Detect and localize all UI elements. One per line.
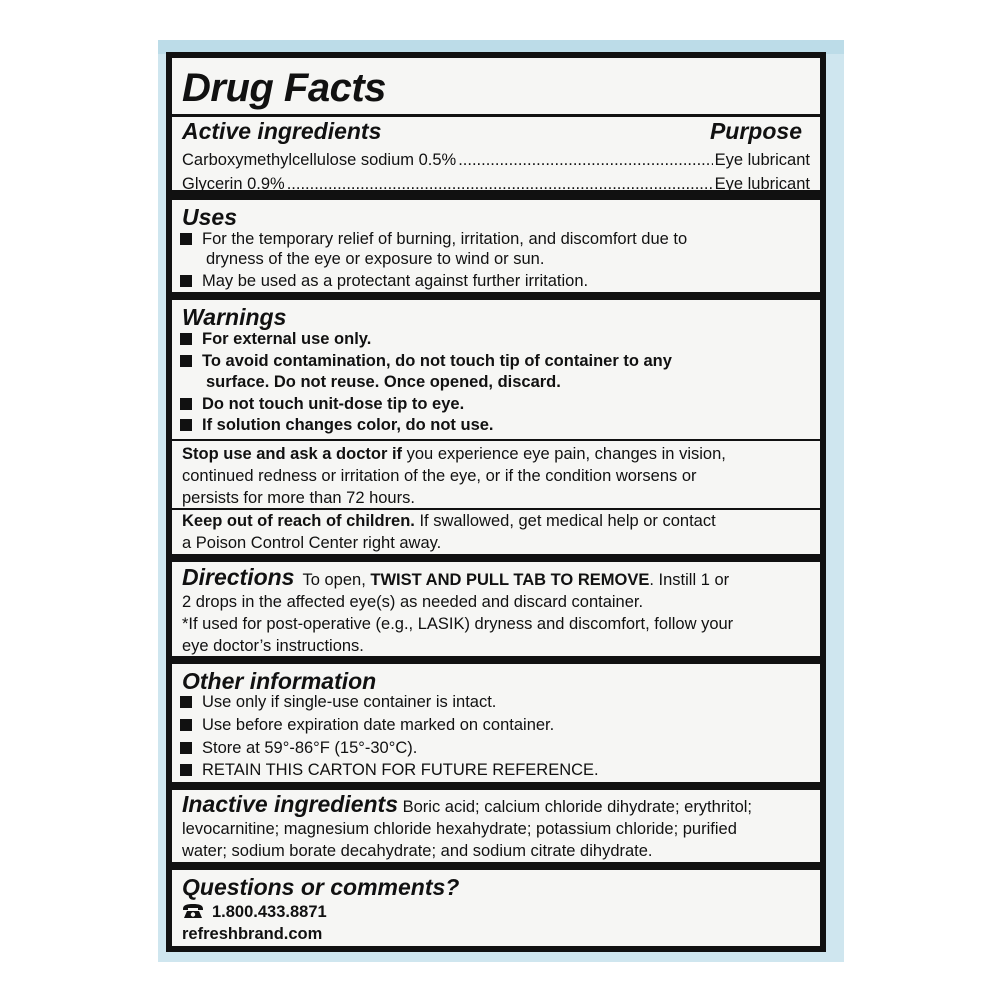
- list-item-text: surface. Do not reuse. Once opened, discard.: [206, 373, 561, 391]
- leader-dots: [458, 149, 712, 171]
- stop-use-text: continued redness or irritation of the eye, or if the condition worsens or: [182, 467, 697, 485]
- list-item-continuation: [182, 371, 812, 393]
- stop-use-text: persists for more than 72 hours.: [182, 489, 415, 507]
- square-bullet-icon: [180, 398, 192, 410]
- other-information-heading: Other information: [182, 668, 377, 694]
- phone-line: [182, 901, 810, 923]
- list-item: [180, 270, 812, 292]
- square-bullet-icon: [180, 355, 192, 367]
- square-bullet-icon: [180, 742, 192, 754]
- list-item-text: To avoid contamination, do not touch tip of container to any: [202, 352, 672, 370]
- leader-dots: [287, 173, 713, 195]
- list-item-text: RETAIN THIS CARTON FOR FUTURE REFERENCE.: [202, 761, 599, 779]
- list-item-text: Do not touch unit-dose tip to eye.: [202, 395, 465, 413]
- list-item-text: dryness of the eye or exposure to wind or sun.: [206, 250, 545, 268]
- list-item: [180, 759, 812, 781]
- other-information-section: [172, 664, 820, 782]
- list-item: [180, 414, 812, 436]
- directions-emphasis: TWIST AND PULL TAB TO REMOVE: [370, 571, 650, 589]
- list-item-text: If solution changes color, do not use.: [202, 416, 494, 434]
- ingredient-row: [182, 149, 810, 171]
- website-line: [182, 923, 810, 945]
- inactive-ingredients-text: Boric acid; calcium chloride dihydrate; erythritol;: [398, 798, 752, 816]
- questions-heading: Questions or comments?: [182, 874, 460, 900]
- keep-out-paragraph: [182, 510, 810, 554]
- active-ingredients-heading: Active ingredients: [182, 118, 382, 144]
- list-item-text: Use only if single-use container is intact.: [202, 693, 497, 711]
- directions-text: eye doctor’s instructions.: [182, 637, 364, 655]
- directions-heading: Directions: [182, 564, 295, 590]
- list-item: [180, 350, 812, 372]
- drug-facts-panel: [166, 52, 826, 952]
- telephone-icon: [182, 903, 204, 919]
- square-bullet-icon: [180, 764, 192, 776]
- square-bullet-icon: [180, 419, 192, 431]
- square-bullet-icon: [180, 233, 192, 245]
- warnings-section: [172, 300, 820, 554]
- ingredient-row: [182, 173, 810, 195]
- ingredient-name: Glycerin 0.9%: [182, 175, 285, 193]
- questions-section: [172, 870, 820, 946]
- list-item-text: Use before expiration date marked on container.: [202, 716, 555, 734]
- square-bullet-icon: [180, 333, 192, 345]
- website-link[interactable]: refreshbrand.com: [182, 925, 323, 943]
- active-ingredients-section: [172, 58, 820, 193]
- square-bullet-icon: [180, 719, 192, 731]
- stop-use-paragraph: [182, 443, 810, 509]
- title-rule: [172, 114, 820, 117]
- purpose-heading: Purpose: [709, 118, 802, 144]
- directions-text: 2 drops in the affected eye(s) as needed and discard container.: [182, 593, 644, 611]
- square-bullet-icon: [180, 275, 192, 287]
- directions-text: *If used for post-operative (e.g., LASIK) dryness and discomfort, follow your: [182, 615, 734, 633]
- list-item: [180, 393, 812, 415]
- uses-section: [172, 200, 820, 292]
- stop-use-text: you experience eye pain, changes in vision,: [402, 445, 726, 463]
- ingredient-purpose: Eye lubricant: [714, 151, 810, 169]
- keep-out-label: Keep out of reach of children.: [182, 512, 415, 530]
- list-item-text: Store at 59°-86°F (15°-30°C).: [202, 739, 418, 757]
- list-item: [180, 228, 812, 250]
- ingredient-purpose: Eye lubricant: [714, 175, 810, 193]
- directions-paragraph: [182, 566, 810, 657]
- square-bullet-icon: [180, 696, 192, 708]
- list-item-text: For the temporary relief of burning, irritation, and discomfort due to: [202, 230, 688, 248]
- list-item-text: May be used as a protectant against further irritation.: [202, 272, 589, 290]
- inactive-ingredients-text: water; sodium borate decahydrate; and sodium citrate dihydrate.: [182, 842, 653, 860]
- directions-text: . Instill 1 or: [649, 571, 730, 589]
- keep-out-text: If swallowed, get medical help or contact: [414, 512, 716, 530]
- directions-text: To open,: [302, 571, 371, 589]
- stop-use-label: Stop use and ask a doctor if: [182, 445, 403, 463]
- directions-section: [172, 562, 820, 656]
- inactive-ingredients-paragraph: [182, 793, 810, 862]
- list-item-text: For external use only.: [202, 330, 372, 348]
- warnings-heading: Warnings: [182, 304, 287, 330]
- list-item: [180, 714, 812, 736]
- inactive-ingredients-section: [172, 790, 820, 862]
- inactive-ingredients-heading: Inactive ingredients: [182, 791, 399, 817]
- list-item: [180, 737, 812, 759]
- list-item: [180, 328, 812, 350]
- uses-heading: Uses: [182, 204, 237, 230]
- phone-number[interactable]: 1.800.433.8871: [212, 903, 327, 921]
- list-item: [180, 691, 812, 713]
- page-title: Drug Facts: [182, 66, 386, 110]
- inactive-ingredients-text: levocarnitine; magnesium chloride hexahydrate; potassium chloride; purified: [182, 820, 737, 838]
- keep-out-text: a Poison Control Center right away.: [182, 534, 442, 552]
- warnings-divider: [172, 439, 820, 441]
- ingredient-name: Carboxymethylcellulose sodium 0.5%: [182, 151, 457, 169]
- list-item-continuation: [182, 248, 812, 270]
- active-ingredients-header: [182, 120, 810, 144]
